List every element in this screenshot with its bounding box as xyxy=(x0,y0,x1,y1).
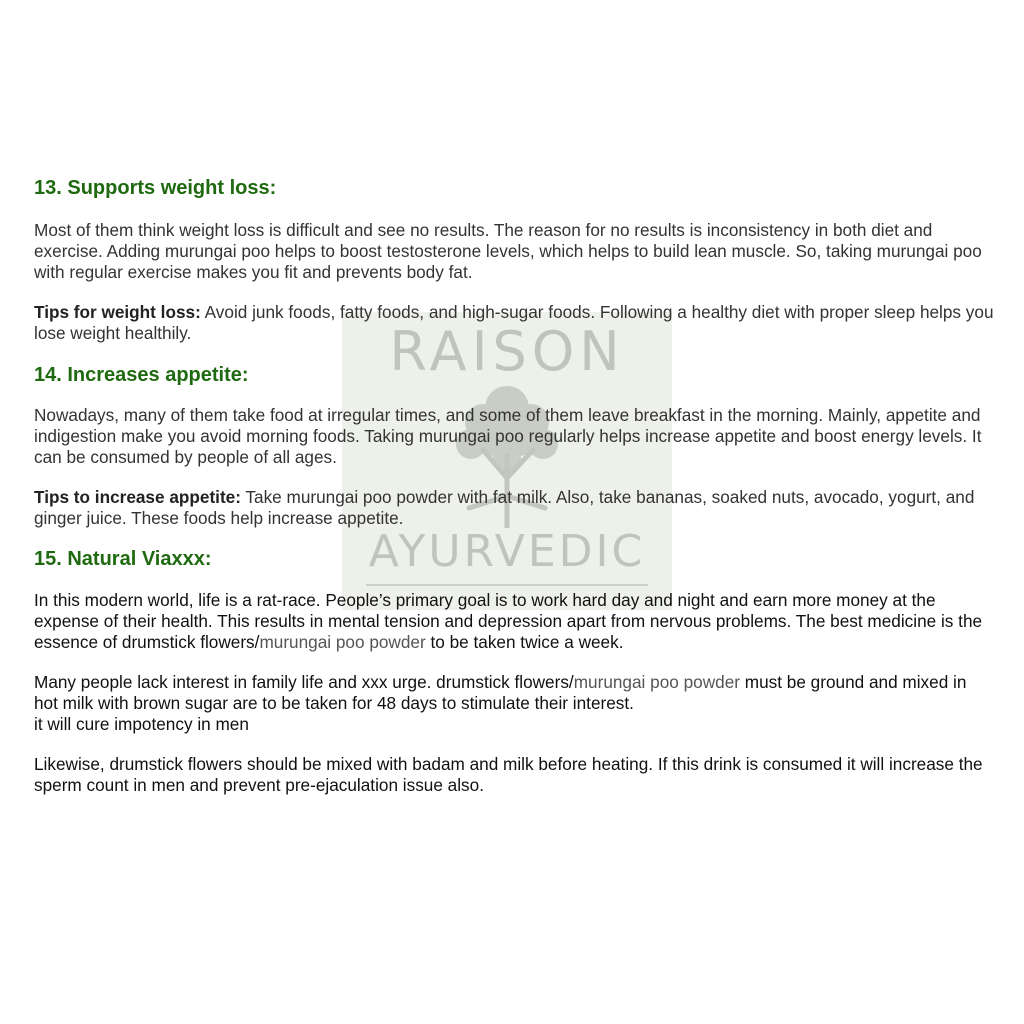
paragraph-text: must be ground and mixed in hot milk with brown sugar are to be taken for 48 days to stimulate their interest. xyxy=(34,672,967,713)
section-15-paragraph-3: Likewise, drumstick flowers should be mixed with badam and milk before heating. If this drink is consumed it will increase the sperm count in men and prevent pre-ejaculation issue also. xyxy=(34,754,983,795)
section-13-paragraph: Most of them think weight loss is difficult and see no results. The reason for no results is inconsistency in both diet and exercise. Adding murungai poo helps to boost testosterone levels, which helps to build lean muscle. So, taking murungai poo with regular exercise makes you fit and prevents body fat. xyxy=(34,220,982,282)
tip-label: Tips for weight loss: xyxy=(34,302,201,322)
section-13-tip xyxy=(34,302,994,344)
tip-label: Tips to increase appetite: xyxy=(34,487,241,507)
paragraph-text: to be taken twice a week. xyxy=(425,632,624,652)
section-14-paragraph: Nowadays, many of them take food at irregular times, and some of them leave breakfast in the morning. Mainly, appetite and indigestion make you avoid morning foods. Taking murungai poo regularly helps increase appetite and boost energy levels. It can be consumed by people of all ages. xyxy=(34,405,982,467)
murungai-poo-link[interactable]: murungai poo powder xyxy=(259,632,426,652)
section-heading-14: 14. Increases appetite: xyxy=(34,364,249,386)
section-15-paragraph-2 xyxy=(34,672,994,735)
paragraph-text: In this modern world, life is a rat-race. People’s primary goal is to work hard day and night and earn more money at the expense of their health. This results in mental tension and depression apart from nervous problems. The best medicine is the essence of drumstick flowers/ xyxy=(34,590,983,652)
article-content xyxy=(34,176,994,796)
section-heading-13: 13. Supports weight loss: xyxy=(34,177,277,199)
paragraph-text: Many people lack interest in family life and xxx urge. drumstick flowers/ xyxy=(34,672,574,692)
watermark-brand-top: RAISON xyxy=(389,320,625,383)
section-15-paragraph-1 xyxy=(34,590,994,653)
watermark-brand-bottom: AYURVEDIC xyxy=(368,526,646,577)
paragraph-text: it will cure impotency in men xyxy=(34,714,249,734)
section-heading-15: 15. Natural Viaxxx: xyxy=(34,548,212,570)
tip-text: Avoid junk foods, fatty foods, and high-sugar foods. Following a healthy diet with proper sleep helps you lose weight healthily. xyxy=(34,302,994,343)
section-14-tip xyxy=(34,487,994,529)
tip-text: Take murungai poo powder with fat milk. Also, take bananas, soaked nuts, avocado, yogurt, and ginger juice. These foods help increase appetite. xyxy=(34,487,975,528)
murungai-poo-link[interactable]: murungai poo powder xyxy=(573,672,740,692)
